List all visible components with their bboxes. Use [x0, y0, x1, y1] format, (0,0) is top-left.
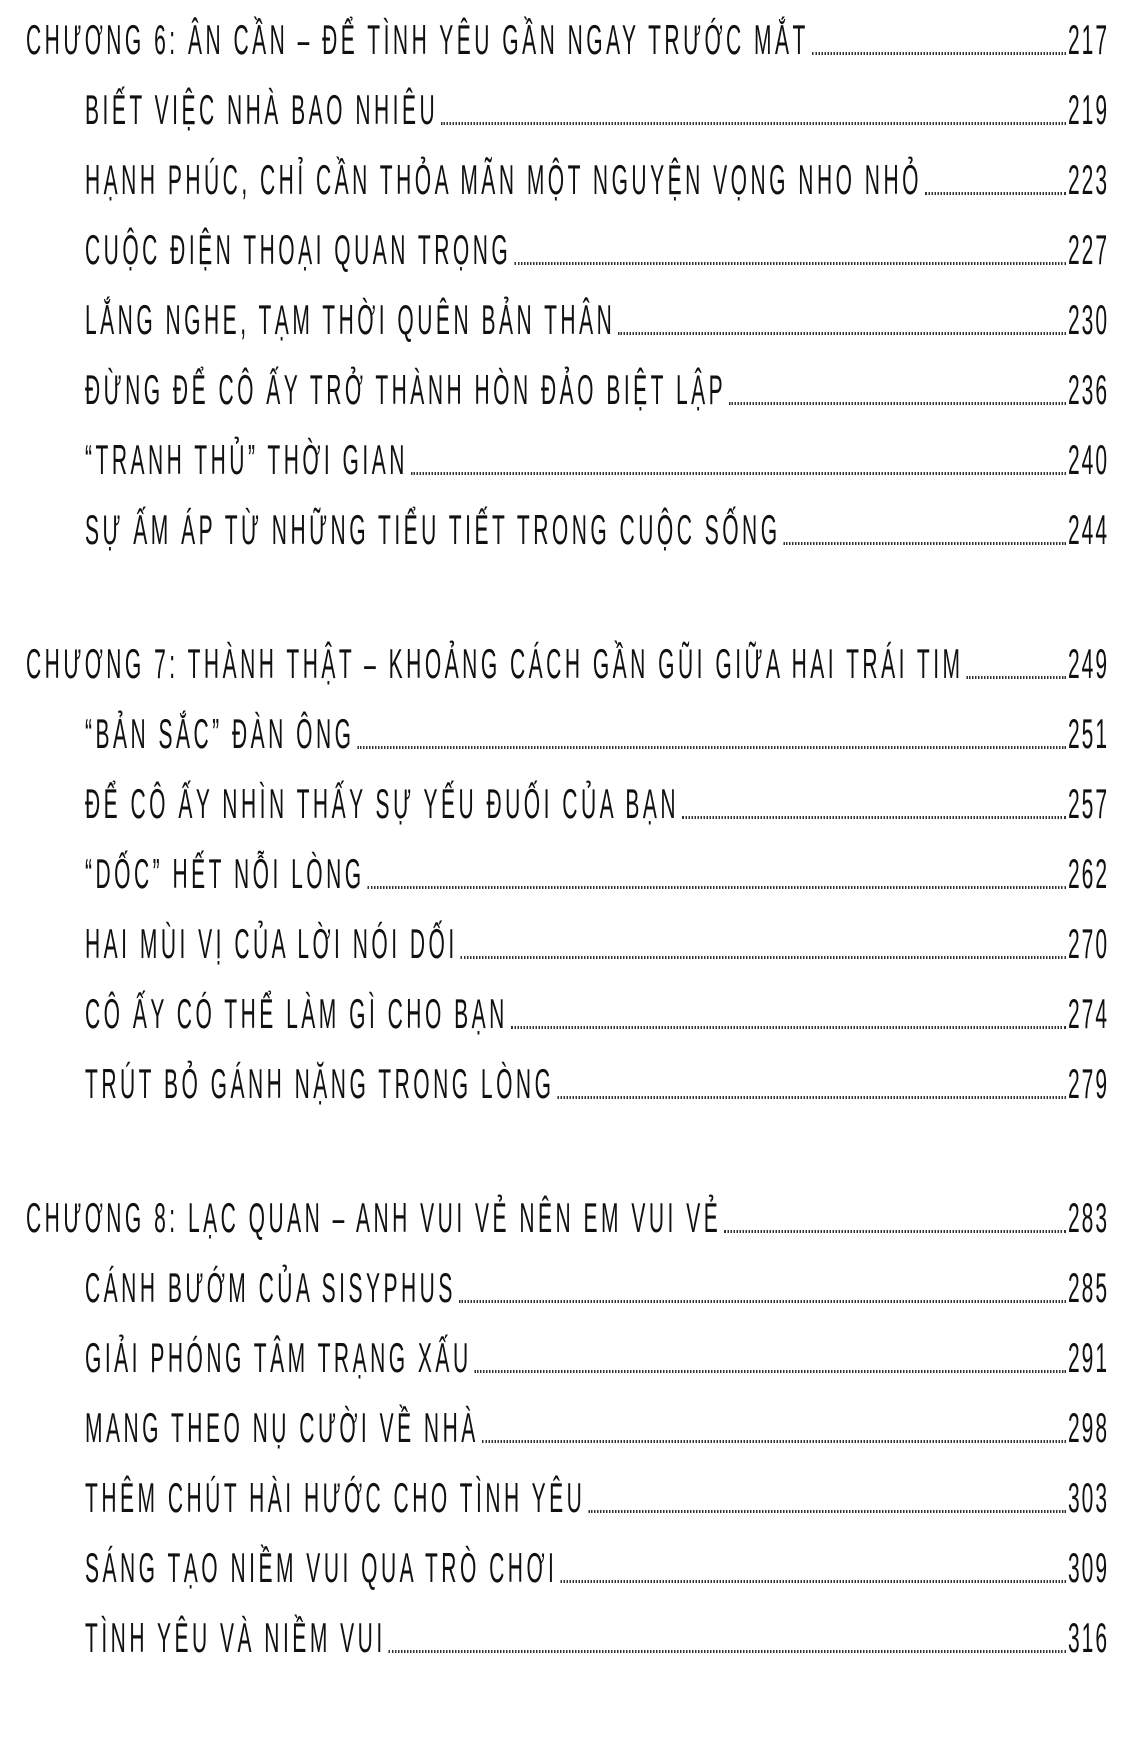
toc-entry-line — [85, 1463, 1109, 1533]
dot-leader — [729, 402, 1066, 405]
toc-entry-line — [26, 1183, 1109, 1253]
entry-title: “BẢN SẮC” ĐÀN ÔNG — [85, 710, 355, 757]
toc-entry-line — [26, 629, 1109, 699]
chapter-title: CHƯƠNG 7: THÀNH THẬT – KHOẢNG CÁCH GẦN GŨI GIỮA HAI TRÁI TIM — [26, 640, 964, 687]
dot-leader — [560, 1580, 1066, 1583]
page-number: 219 — [1067, 86, 1109, 133]
page-number: 283 — [1067, 1194, 1109, 1241]
entry-title: CÁNH BƯỚM CỦA SISYPHUS — [85, 1264, 456, 1311]
page-number: 251 — [1067, 710, 1109, 757]
dot-leader — [441, 122, 1066, 125]
entry-title: LẮNG NGHE, TẠM THỜI QUÊN BẢN THÂN — [85, 296, 616, 343]
toc-entry[interactable] — [0, 1253, 1145, 1323]
dot-leader — [724, 1230, 1066, 1233]
dot-leader — [358, 746, 1066, 749]
toc-entry-line — [85, 699, 1109, 769]
entry-title: CÔ ẤY CÓ THỂ LÀM GÌ CHO BẠN — [85, 990, 508, 1037]
dot-leader — [588, 1510, 1066, 1513]
page-number: 316 — [1067, 1614, 1109, 1661]
page-number: 249 — [1067, 640, 1109, 687]
toc-entry[interactable] — [0, 1533, 1145, 1603]
chapter-title: CHƯƠNG 6: ÂN CẦN – ĐỂ TÌNH YÊU GẦN NGAY TRƯỚC MẮT — [26, 16, 809, 63]
toc-entry-line — [85, 145, 1109, 215]
toc-entry[interactable] — [0, 769, 1145, 839]
page-number: 262 — [1067, 850, 1109, 897]
dot-leader — [557, 1096, 1066, 1099]
toc-entry[interactable] — [0, 909, 1145, 979]
toc-entry[interactable] — [0, 1463, 1145, 1533]
table-of-contents — [0, 5, 1145, 1737]
toc-section — [0, 1183, 1145, 1673]
toc-entry-line — [85, 979, 1109, 1049]
toc-entry-line — [85, 769, 1109, 839]
toc-entry[interactable] — [0, 215, 1145, 285]
page-number: 217 — [1067, 16, 1109, 63]
page-number: 279 — [1067, 1060, 1109, 1107]
entry-title: “TRANH THỦ” THỜI GIAN — [85, 436, 408, 483]
page-number: 309 — [1067, 1544, 1109, 1591]
page-number: 223 — [1067, 156, 1109, 203]
page-number: 270 — [1067, 920, 1109, 967]
chapter-title: CHƯƠNG 8: LẠC QUAN – ANH VUI VẺ NÊN EM VUI VẺ — [26, 1194, 722, 1241]
page-number: 236 — [1067, 366, 1109, 413]
toc-chapter-entry[interactable] — [0, 5, 1145, 75]
entry-title: ĐỪNG ĐỂ CÔ ẤY TRỞ THÀNH HÒN ĐẢO BIỆT LẬP — [85, 366, 727, 413]
dot-leader — [812, 52, 1066, 55]
entry-title: BIẾT VIỆC NHÀ BAO NHIÊU — [85, 86, 439, 133]
entry-title: SÁNG TẠO NIỀM VUI QUA TRÒ CHƠI — [85, 1544, 558, 1591]
page-number: 240 — [1067, 436, 1109, 483]
dot-leader — [475, 1370, 1066, 1373]
toc-entry[interactable] — [0, 699, 1145, 769]
page-number: 257 — [1067, 780, 1109, 827]
dot-leader — [411, 472, 1066, 475]
toc-entry[interactable] — [0, 75, 1145, 145]
toc-chapter-entry[interactable] — [0, 629, 1145, 699]
toc-entry-line — [85, 75, 1109, 145]
toc-entry-line — [85, 285, 1109, 355]
entry-title: THÊM CHÚT HÀI HƯỚC CHO TÌNH YÊU — [85, 1474, 586, 1521]
entry-title: TÌNH YÊU VÀ NIỀM VUI — [85, 1614, 386, 1661]
dot-leader — [482, 1440, 1066, 1443]
toc-entry[interactable] — [0, 1393, 1145, 1463]
dot-leader — [514, 262, 1066, 265]
toc-entry-line — [85, 425, 1109, 495]
entry-title: SỰ ẤM ÁP TỪ NHỮNG TIỂU TIẾT TRONG CUỘC SỐNG — [85, 506, 781, 553]
toc-entry-line — [85, 1603, 1109, 1673]
toc-entry-line — [85, 1049, 1109, 1119]
dot-leader — [511, 1026, 1066, 1029]
toc-entry-line — [85, 1323, 1109, 1393]
page-number: 298 — [1067, 1404, 1109, 1451]
toc-entry[interactable] — [0, 425, 1145, 495]
entry-title: ĐỂ CÔ ẤY NHÌN THẤY SỰ YẾU ĐUỐI CỦA BẠN — [85, 780, 679, 827]
dot-leader — [784, 542, 1066, 545]
page-number: 291 — [1067, 1334, 1109, 1381]
toc-entry-line — [85, 909, 1109, 979]
toc-entry-line — [85, 495, 1109, 565]
entry-title: CUỘC ĐIỆN THOẠI QUAN TRỌNG — [85, 226, 512, 273]
toc-section — [0, 629, 1145, 1119]
toc-entry[interactable] — [0, 1603, 1145, 1673]
toc-entry[interactable] — [0, 145, 1145, 215]
dot-leader — [389, 1650, 1066, 1653]
entry-title: MANG THEO NỤ CƯỜI VỀ NHÀ — [85, 1404, 479, 1451]
dot-leader — [682, 816, 1066, 819]
page-number: 303 — [1067, 1474, 1109, 1521]
page-number: 227 — [1067, 226, 1109, 273]
toc-entry-line — [85, 215, 1109, 285]
page-number: 274 — [1067, 990, 1109, 1037]
dot-leader — [461, 956, 1066, 959]
dot-leader — [618, 332, 1066, 335]
toc-entry[interactable] — [0, 285, 1145, 355]
dot-leader — [967, 676, 1066, 679]
entry-title: GIẢI PHÓNG TÂM TRẠNG XẤU — [85, 1334, 472, 1381]
toc-entry-line — [85, 1393, 1109, 1463]
toc-entry[interactable] — [0, 979, 1145, 1049]
dot-leader — [925, 192, 1066, 195]
toc-entry[interactable] — [0, 1049, 1145, 1119]
page-number: 230 — [1067, 296, 1109, 343]
entry-title: HAI MÙI VỊ CỦA LỜI NÓI DỐI — [85, 920, 458, 967]
toc-entry-line — [85, 1253, 1109, 1323]
page-number: 244 — [1067, 506, 1109, 553]
toc-entry[interactable] — [0, 355, 1145, 425]
toc-entry-line — [85, 355, 1109, 425]
toc-entry[interactable] — [0, 839, 1145, 909]
toc-entry-line — [26, 5, 1109, 75]
entry-title: TRÚT BỎ GÁNH NẶNG TRONG LÒNG — [85, 1060, 555, 1107]
page-number: 285 — [1067, 1264, 1109, 1311]
dot-leader — [459, 1300, 1066, 1303]
dot-leader — [368, 886, 1066, 889]
toc-entry[interactable] — [0, 1323, 1145, 1393]
toc-chapter-entry[interactable] — [0, 1183, 1145, 1253]
entry-title: HẠNH PHÚC, CHỈ CẦN THỎA MÃN MỘT NGUYỆN VỌNG NHO NHỎ — [85, 156, 922, 203]
toc-entry-line — [85, 1533, 1109, 1603]
toc-section — [0, 5, 1145, 565]
entry-title: “DỐC” HẾT NỖI LÒNG — [85, 850, 365, 897]
toc-entry[interactable] — [0, 495, 1145, 565]
toc-entry-line — [85, 839, 1109, 909]
